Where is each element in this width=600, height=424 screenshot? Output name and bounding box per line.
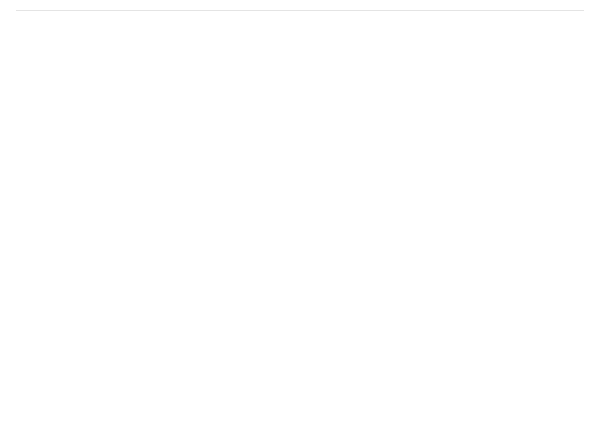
page-header-divider	[16, 10, 584, 11]
right-column	[312, 20, 584, 412]
left-column	[16, 20, 288, 412]
